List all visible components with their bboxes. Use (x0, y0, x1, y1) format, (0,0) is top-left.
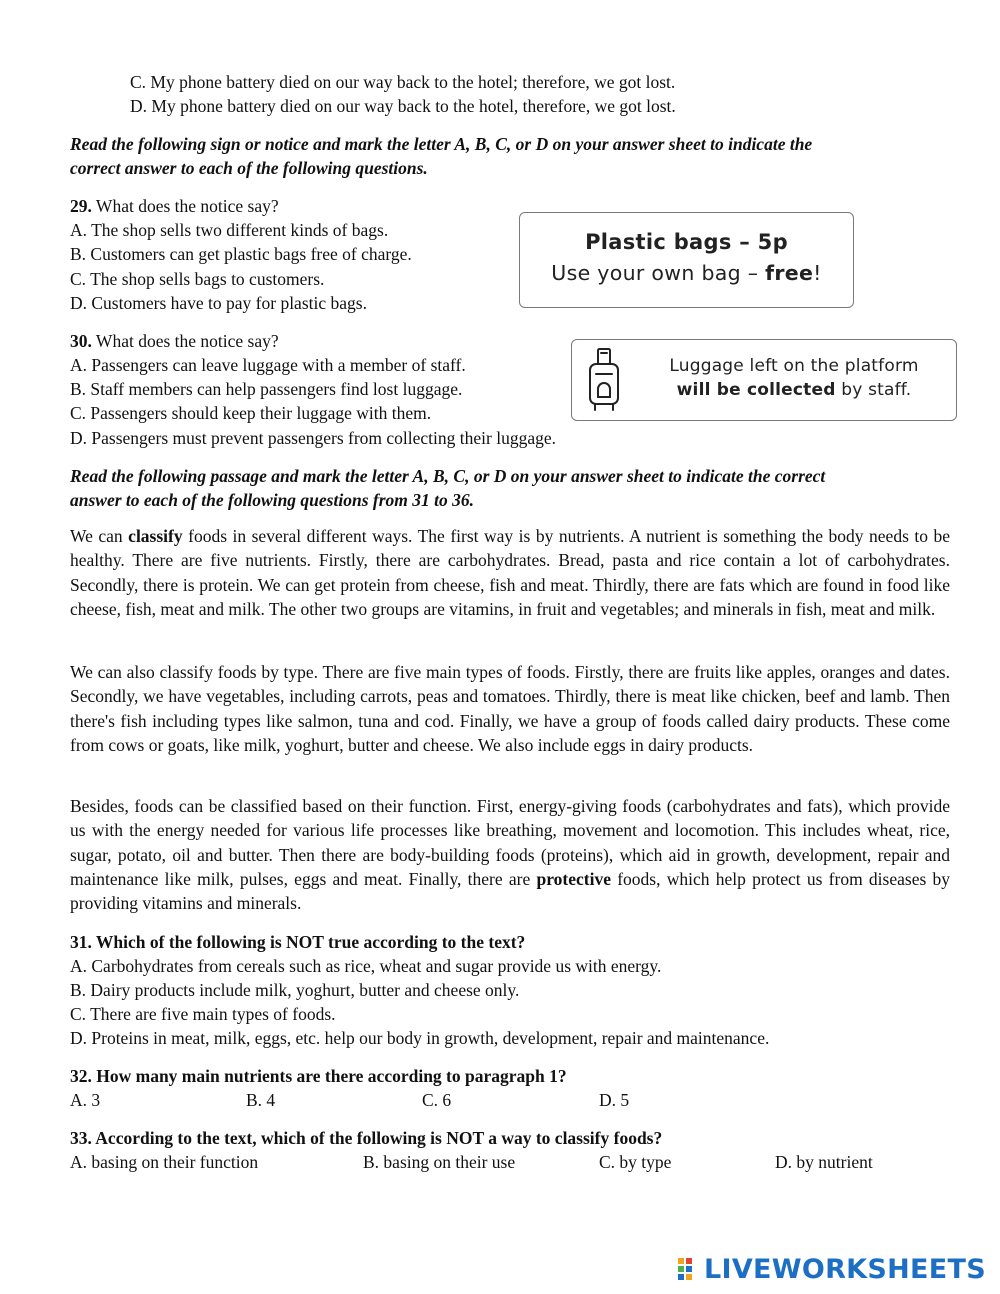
q30-option-d[interactable]: D. Passengers must prevent passengers from collecting their luggage. (70, 428, 556, 448)
liveworksheets-logo[interactable] (704, 1255, 986, 1285)
sign1-free-word: free (765, 261, 814, 285)
q31-option-a[interactable]: A. Carbohydrates from cereals such as rice, wheat and sugar provide us with energy. (70, 956, 662, 976)
p3-text-end: foods, which help protect us from diseases by providing vitamins and minerals. (70, 868, 951, 914)
sign1-line-2 (520, 261, 853, 285)
q32-option-b[interactable]: B. 4 (246, 1090, 276, 1110)
q33-option-a[interactable]: A. basing on their function (70, 1152, 259, 1172)
q30-option-b[interactable]: B. Staff members can help passengers find lost luggage. (70, 379, 463, 399)
q29-text: What does the notice say? (91, 196, 279, 216)
logo-text: LIVEWORKSHEETS (703, 1254, 986, 1285)
q32-option-c[interactable]: C. 6 (422, 1090, 452, 1110)
q29-question (70, 194, 279, 218)
q31-option-c[interactable]: C. There are five main types of foods. (70, 1004, 336, 1024)
q33-question: 33. According to the text, which of the following is NOT a way to classify foods? (70, 1128, 663, 1148)
instruction-1-line-1: Read the following sign or notice and mark the letter A, B, C, or D on your answer sheet to indicate the (70, 134, 813, 154)
sign1-line-2-text: Use your own bag – (551, 261, 766, 285)
q33-option-d[interactable]: D. by nutrient (775, 1152, 873, 1172)
q31-option-d[interactable]: D. Proteins in meat, milk, eggs, etc. help our body in growth, development, repair and maintenance. (70, 1028, 770, 1048)
p1-text-start: We can (70, 526, 129, 546)
q29-number: 29. (70, 196, 92, 216)
q30-text: What does the notice say? (91, 331, 279, 351)
p1-bold-word: classify (128, 526, 183, 546)
q29-option-d[interactable]: D. Customers have to pay for plastic bags. (70, 293, 367, 313)
passage-paragraph-2: We can also classify foods by type. There are five main types of foods. Firstly, there are fruits like apples, oranges and dates. Secondly, we have vegetables, including carrots, peas and tomatoes. Thirdly, there is meat like chicken, beef and lamb. Then there's fish including types like salmon, tuna and cod. Finally, we have a group of foods called dairy products. These come from cows or goats, like milk, yoghurt, butter and cheese. We also include eggs in dairy products. (70, 662, 950, 755)
p1-text-end: foods in several different ways. The first way is by nutrients. A nutrient is something the body needs to be healthy. There are five nutrients. Firstly, there are carbohydrates. Bread, pasta and rice contain a lot of carbohydrates. Secondly, there is protein. We can get protein from cheese, fish and meat. Thirdly, there are fats which are found in food like cheese, fish, meat and milk. The other two groups are vitamins, in fruit and vegetables; and minerals in fish, meat and milk. (70, 526, 951, 619)
prev-option-c[interactable]: C. My phone battery died on our way back to the hotel; therefore, we got lost. (130, 72, 676, 92)
p3-text-start: Besides, foods can be classified based on their function. First, energy-giving foods (carbohydrates and fats), which provide us with the energy needed for various life processes like breathing, movement and locomotion. This includes wheat, rice, sugar, potato, oil and butter. Then there are body-building foods (proteins), which aid in growth, development, repair and maintenance like milk, pulses, eggs and meat. Finally, there are (70, 796, 950, 889)
q29-option-b[interactable]: B. Customers can get plastic bags free of charge. (70, 244, 412, 264)
instruction-1-line-2: correct answer to each of the following questions. (70, 158, 428, 178)
plastic-bags-sign (519, 212, 854, 308)
q32-option-a[interactable]: A. 3 (70, 1090, 101, 1110)
luggage-sign (571, 339, 957, 421)
q29-option-c[interactable]: C. The shop sells bags to customers. (70, 269, 325, 289)
q32-question: 32. How many main nutrients are there according to paragraph 1? (70, 1066, 567, 1086)
q33-option-b[interactable]: B. basing on their use (363, 1152, 516, 1172)
passage-paragraph-1 (70, 524, 950, 621)
q33-option-c[interactable]: C. by type (599, 1152, 672, 1172)
liveworksheets-logo-icon (678, 1258, 700, 1282)
q30-option-c[interactable]: C. Passengers should keep their luggage with them. (70, 403, 432, 423)
q32-option-d[interactable]: D. 5 (599, 1090, 630, 1110)
luggage-icon (586, 347, 622, 413)
q31-question: 31. Which of the following is NOT true according to the text? (70, 932, 526, 952)
instruction-2-line-2: answer to each of the following questions from 31 to 36. (70, 490, 474, 510)
prev-option-d[interactable]: D. My phone battery died on our way back to the hotel, therefore, we got lost. (130, 96, 676, 116)
sign2-text: by staff. (835, 380, 912, 400)
q30-number: 30. (70, 331, 92, 351)
q31-option-b[interactable]: B. Dairy products include milk, yoghurt, butter and cheese only. (70, 980, 520, 1000)
sign1-exclamation: ! (813, 261, 822, 285)
q30-question (70, 329, 279, 353)
sign1-line-1: Plastic bags – 5p (585, 230, 788, 254)
q30-option-a[interactable]: A. Passengers can leave luggage with a member of staff. (70, 355, 466, 375)
passage-paragraph-3 (70, 794, 950, 915)
sign2-line-2 (632, 380, 956, 400)
instruction-2-line-1: Read the following passage and mark the letter A, B, C, or D on your answer sheet to indicate the correct (70, 466, 826, 486)
q29-option-a[interactable]: A. The shop sells two different kinds of bags. (70, 220, 389, 240)
p3-bold-word: protective (536, 868, 611, 889)
sign2-bold-text: will be collected (676, 380, 836, 400)
sign2-line-1: Luggage left on the platform (669, 356, 919, 376)
